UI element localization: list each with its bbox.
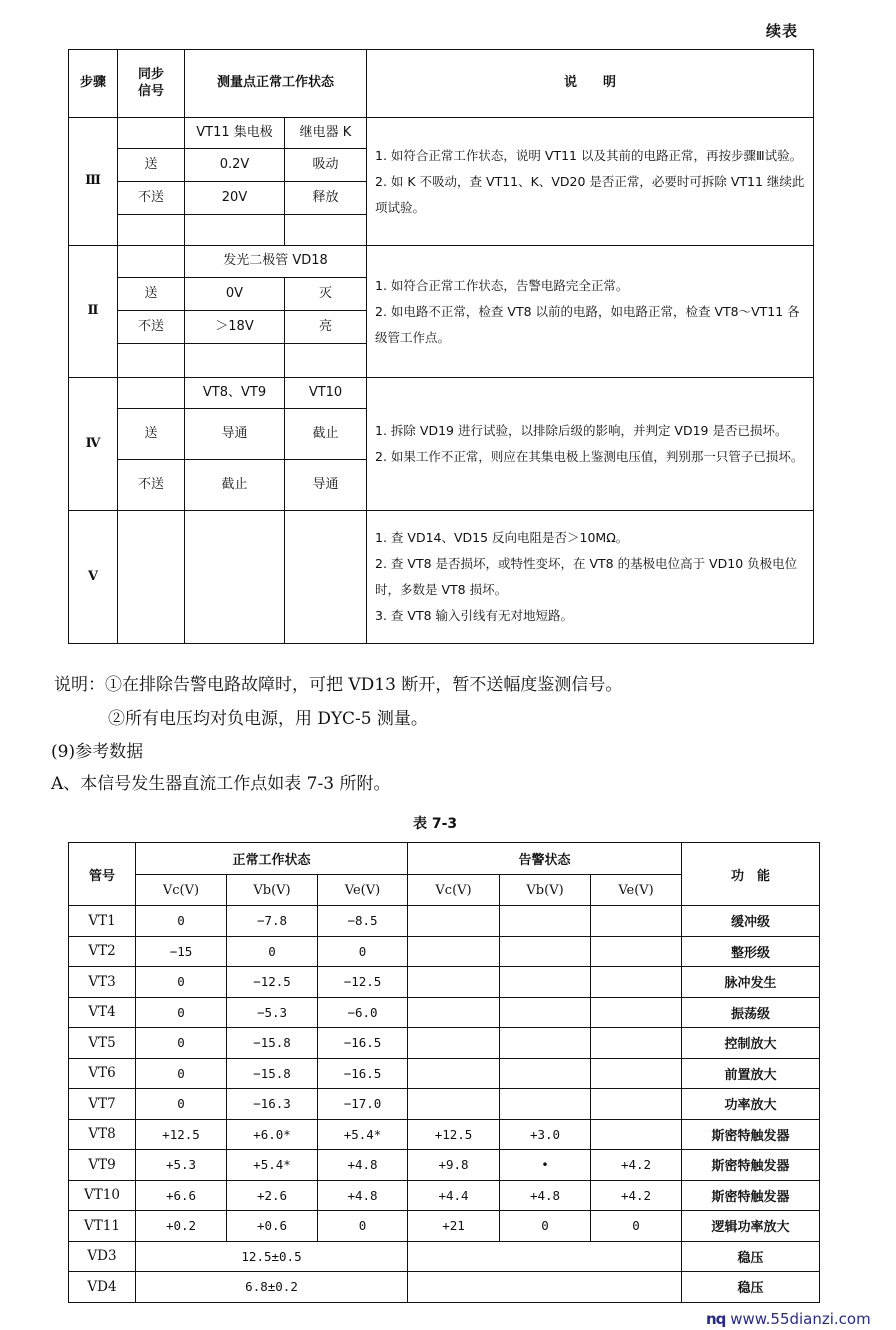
step-label: Ⅱ bbox=[69, 246, 118, 378]
header-sync: 同步 信号 bbox=[118, 50, 185, 118]
table-row: 送 0.2V 吸动 bbox=[69, 149, 814, 182]
table-row: VD4 6.8±0.2 稳压 bbox=[69, 1272, 820, 1303]
table-row: VT9 +5.3 +5.4* +4.8 +9.8 • +4.2 斯密特触发器 bbox=[69, 1150, 820, 1181]
table-row bbox=[69, 118, 814, 149]
table-row: Ⅳ VT8、VT9 VT10 1. 拆除 VD19 进行试验，以排除后级的影响，并判定 VD19 是否已损坏。 2. 如果工作不正常，则应在其集电极上鉴测电压值，判别那一只管子已损坏。 bbox=[69, 378, 814, 409]
dc-operating-point-table bbox=[68, 842, 820, 1303]
table-row: VT8 +12.5 +6.0* +5.4* +12.5 +3.0 斯密特触发器 bbox=[69, 1119, 820, 1150]
step-description: 1. 查 VD14、VD15 反向电阻是否＞10MΩ。 2. 查 VT8 是否损坏，或特性变坏，在 VT8 的基极电位高于 VD10 负极电位时，多数是 VT8 损坏。 3. 查 VT8 输入引线有无对地短路。 bbox=[367, 511, 814, 644]
table-row: VD3 12.5±0.5 稳压 bbox=[69, 1241, 820, 1272]
table-row: VT11 +0.2 +0.6 0 +21 0 0 逻辑功率放大 bbox=[69, 1211, 820, 1242]
note-1: 说明：①在排除告警电路故障时，可把 VD13 断开，暂不送幅度鉴测信号。 bbox=[54, 675, 623, 695]
table-row: VT5 0 −15.8 −16.5 控制放大 bbox=[69, 1028, 820, 1059]
cell: VT11 集电极 bbox=[185, 118, 285, 149]
table-row: VT7 0 −16.3 −17.0 功率放大 bbox=[69, 1089, 820, 1120]
table-row: 送 导通 截止 bbox=[69, 409, 814, 460]
table-caption: 表 7-3 bbox=[413, 816, 458, 832]
step-description: 1. 如符合正常工作状态，告警电路完全正常。 2. 如电路不正常，检查 VT8 以前的电路，如电路正常，检查 VT8～VT11 各级管工作点。 bbox=[367, 246, 814, 378]
cell: 继电器 K bbox=[285, 118, 367, 149]
step-label: Ⅳ bbox=[69, 378, 118, 511]
table-header-row bbox=[69, 50, 814, 118]
table-row: Ⅱ 发光二极管 VD18 1. 如符合正常工作状态，告警电路完全正常。 2. 如电路不正常，检查 VT8 以前的电路，如电路正常，检查 VT8～VT11 各级管工作点。 bbox=[69, 246, 814, 278]
step-label: Ⅴ bbox=[69, 511, 118, 644]
table-subheader-row: Vc(V) Vb(V) Ve(V) Vc(V) Vb(V) Ve(V) bbox=[69, 875, 820, 906]
paragraph: A、本信号发生器直流工作点如表 7-3 所附。 bbox=[51, 774, 391, 794]
table-row: VT10 +6.6 +2.6 +4.8 +4.4 +4.8 +4.2 斯密特触发器 bbox=[69, 1180, 820, 1211]
table-row: VT2 −15 0 0 整形级 bbox=[69, 936, 820, 967]
section-heading: (9)参考数据 bbox=[51, 742, 144, 762]
table-row: VT4 0 −5.3 −6.0 振荡级 bbox=[69, 997, 820, 1028]
step-description: 1. 如符合正常工作状态，说明 VT11 以及其前的电路正常，再按步骤Ⅲ试验。 2. 如 K 不吸动，查 VT11、K、VD20 是否正常，必要时可拆除 VT11 继续此项试验。 bbox=[367, 118, 814, 246]
header-desc: 说 明 bbox=[367, 50, 814, 118]
step-label: Ⅲ bbox=[69, 118, 118, 246]
troubleshooting-table bbox=[68, 49, 814, 644]
table-row: 不送 ＞18V 亮 bbox=[69, 311, 814, 344]
table-row: VT1 0 −7.8 −8.5 缓冲级 bbox=[69, 906, 820, 937]
table-row: 不送 截止 导通 bbox=[69, 460, 814, 511]
table-row: VT6 0 −15.8 −16.5 前置放大 bbox=[69, 1058, 820, 1089]
watermark: nq www.55dianzi.com bbox=[706, 1310, 871, 1328]
table-row bbox=[69, 511, 814, 644]
header-step: 步骤 bbox=[69, 50, 118, 118]
step-description: 1. 拆除 VD19 进行试验，以排除后级的影响，并判定 VD19 是否已损坏。 2. 如果工作不正常，则应在其集电极上鉴测电压值，判别那一只管子已损坏。 bbox=[367, 378, 814, 511]
table-header-row: 管号 正常工作状态 告警状态 功 能 bbox=[69, 843, 820, 875]
continued-label: 续表 bbox=[766, 22, 799, 40]
table-row: 送 0V 灭 bbox=[69, 278, 814, 311]
table-row: 不送 20V 释放 bbox=[69, 182, 814, 215]
note-2: ②所有电压均对负电源，用 DYC-5 测量。 bbox=[108, 709, 428, 729]
header-measure: 测量点正常工作状态 bbox=[185, 50, 367, 118]
table-row: VT3 0 −12.5 −12.5 脉冲发生 bbox=[69, 967, 820, 998]
